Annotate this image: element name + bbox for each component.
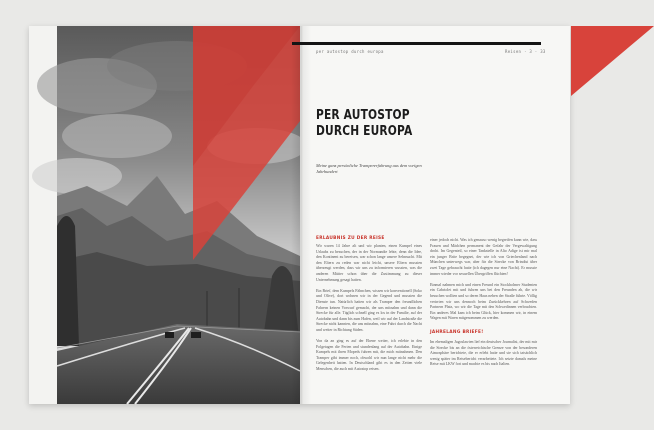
- red-triangle-right: [571, 26, 654, 96]
- left-page: [29, 26, 300, 404]
- text-column-1: [316, 244, 422, 396]
- section-heading-2: JAHRELANG BRIEFE!: [430, 330, 484, 335]
- title-line-2: DURCH EUROPA: [316, 124, 413, 139]
- paragraph: Wir waren 14 Jahre alt und wir planten, einen Kumpel eines Urlaubs zu besuchen, der in der Normandie lebte, denn die Idee, den Kontinent zu bereisen, war schon lange unsere Sehnsucht. Mit den Eltern zu reden war nicht leicht, unsere Eltern mussten überzeugt werden, dass wir uns zu informieren wussten, was die anderen Mütter schon über die Zustimmung zu dieser Unternehmung gesagt hatten.: [316, 244, 422, 282]
- red-triangle-left: [193, 26, 300, 260]
- paragraph: Von da an ging es auf der Ebene weiter, ich erlebte in den Folgetagen die Ferien und stundenlang auf der Autobahn. Einige Kumpels mit ihren Mopeds fuhren mit, die mich mitnahmen. Den Tramper gibt immer noch, obwohl wir nun lange nicht mehr die Gelegenheit hatten. In Deutschland gibt es in den Zeiten viele Menschen, die auch mit Autostop reisen.: [316, 339, 422, 372]
- paragraph: Im ehemaligen Jugoslawien lief ein deutscher Journalist, der mit mir die Strecke bis an die österreichische Grenze von der besonderen Atmosphäre berichtete, die er erlebt hatte und sie sich tatsächlich wenig später im Reisebericht verarbeitete. Ich setzte damals meine Reise mit LKW fort und machte es bis nach Italien.: [430, 340, 537, 367]
- running-head: per autostop durch europa: [316, 49, 384, 54]
- text-column-2b: [430, 340, 537, 390]
- paragraph: Einmal nahmen mich und einen Freund ein Stockholmer Studenten ein Cabriolet mit und fuhren uns bei den Freunden ab, die wir besuchen wollten und so deren Haus neben der Straße führte. Völlig verirrten wir uns dennoch beim Zurückkehren auf Schweden Partnern Platz, wo wir die Tage mit den Schwedinnen verbrachten. Ein anderes Mal kam ich beim Glück, hier kommen wir, in einem Wagen mit Waren mitgenommen zu werden.: [430, 282, 537, 321]
- title-line-1: PER AUTOSTOP: [316, 108, 410, 123]
- article-subtitle: Meine ganz persönliche Trampererfahrung aus dem vorigen Jahrhundert: [316, 163, 422, 174]
- paragraph: Ein Brief, dem Kumpels Fähnchen, wissen wir konventionell (Soko und Olive), dort wohnen wir in der Gegend und mussten die Dienste tun. Natürlich hatten wir als Tramper den freundlichen Fahrern keinen Vorwurf gemacht, der uns mitnahm und dann die Strecke für alle. Täglich schnell ging es los in der Familie, auf der Autobahn und dann bis zum Hafen, weil wir auf der Landstraße die Strecke nicht kannten, die uns mitnahm, eine Fahrt durch die Nacht und weiter in Richtung Süden.: [316, 288, 422, 332]
- section-heading-1: ERLAUBNIS ZU DER REISE: [316, 236, 385, 241]
- header-rule: [292, 42, 541, 45]
- article-title: [316, 108, 496, 140]
- page-folio: Reisen · 3 · 33: [505, 49, 546, 54]
- text-column-2a: [430, 238, 537, 321]
- paragraph: einer jedoch nicht. Was ich genauso wenig begreifen kann wie, dass Frauen und Mädchen permanent der Gefahr der Vergewaltigung droht. Im Gegenteil, so einer Tankstelle in Alto Adige ist mir mal ein junger Brite begegnet, der wie ich von Griechenland nach München unterwegs war, aber für die Strecke von Brindisi über zwei Tage gebraucht hatte (ich dagegen nur eine Nacht). Er musste immer wieder vor sexuellen Übergriffen flüchten!: [430, 238, 537, 276]
